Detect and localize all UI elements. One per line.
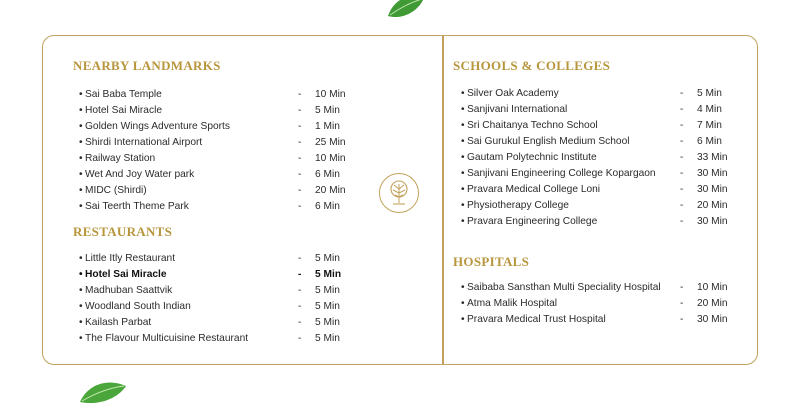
list-item: • Atma Malik Hospital - 20 Min — [461, 298, 728, 309]
list-item: • Sai Gurukul English Medium School - 6 Min — [461, 136, 722, 147]
list-item: • Gautam Polytechnic Institute - 33 Min — [461, 152, 728, 163]
tree-icon — [384, 178, 414, 208]
list-item: • Sai Teerth Theme Park - 6 Min — [79, 201, 340, 212]
hospitals-heading: HOSPITALS — [453, 254, 530, 269]
list-item: • Silver Oak Academy - 5 Min — [461, 88, 722, 99]
list-item: • The Flavour Multicuisine Restaurant - 5 Min — [79, 333, 340, 344]
list-item: • Pravara Engineering College - 30 Min — [461, 216, 728, 227]
list-item: • Physiotherapy College - 20 Min — [461, 200, 728, 211]
list-item-highlighted: • Hotel Sai Miracle - 5 Min — [79, 269, 342, 280]
list-item: • Shirdi International Airport - 25 Min — [79, 137, 346, 148]
nearby-landmarks-heading: NEARBY LANDMARKS — [73, 58, 221, 73]
list-item: • Saibaba Sansthan Multi Speciality Hospital - 10 Min — [461, 282, 728, 293]
list-item: • Wet And Joy Water park - 6 Min — [79, 169, 340, 180]
list-item: • Pravara Medical College Loni - 30 Min — [461, 184, 728, 195]
list-item: • Golden Wings Adventure Sports - 1 Min — [79, 121, 340, 132]
restaurants-heading: RESTAURANTS — [73, 224, 173, 239]
list-item: • Madhuban Saattvik - 5 Min — [79, 285, 340, 296]
list-item: • Hotel Sai Miracle - 5 Min — [79, 105, 340, 116]
center-divider — [442, 36, 444, 364]
leaf-bottom-icon — [78, 378, 128, 404]
list-item: • MIDC (Shirdi) - 20 Min — [79, 185, 346, 196]
list-item: • Sai Baba Temple - 10 Min — [79, 89, 346, 100]
list-item: • Sanjivani Engineering College Kopargaon - 30 Min — [461, 168, 728, 179]
leaf-top-icon — [386, 0, 426, 22]
schools-colleges-list — [461, 86, 751, 230]
list-item: • Woodland South Indian - 5 Min — [79, 301, 340, 312]
tree-emblem — [379, 173, 419, 213]
list-item: • Little Itly Restaurant - 5 Min — [79, 253, 340, 264]
list-item: • Pravara Medical Trust Hospital - 30 Min — [461, 314, 728, 325]
list-item: • Railway Station - 10 Min — [79, 153, 346, 164]
list-item: • Sri Chaitanya Techno School - 7 Min — [461, 120, 722, 131]
list-item: • Sanjivani International - 4 Min — [461, 104, 722, 115]
restaurants-list — [79, 251, 399, 347]
list-item: • Kailash Parbat - 5 Min — [79, 317, 340, 328]
hospitals-list — [461, 280, 751, 328]
schools-colleges-heading: SCHOOLS & COLLEGES — [453, 58, 611, 73]
nearby-landmarks-list — [79, 87, 399, 215]
